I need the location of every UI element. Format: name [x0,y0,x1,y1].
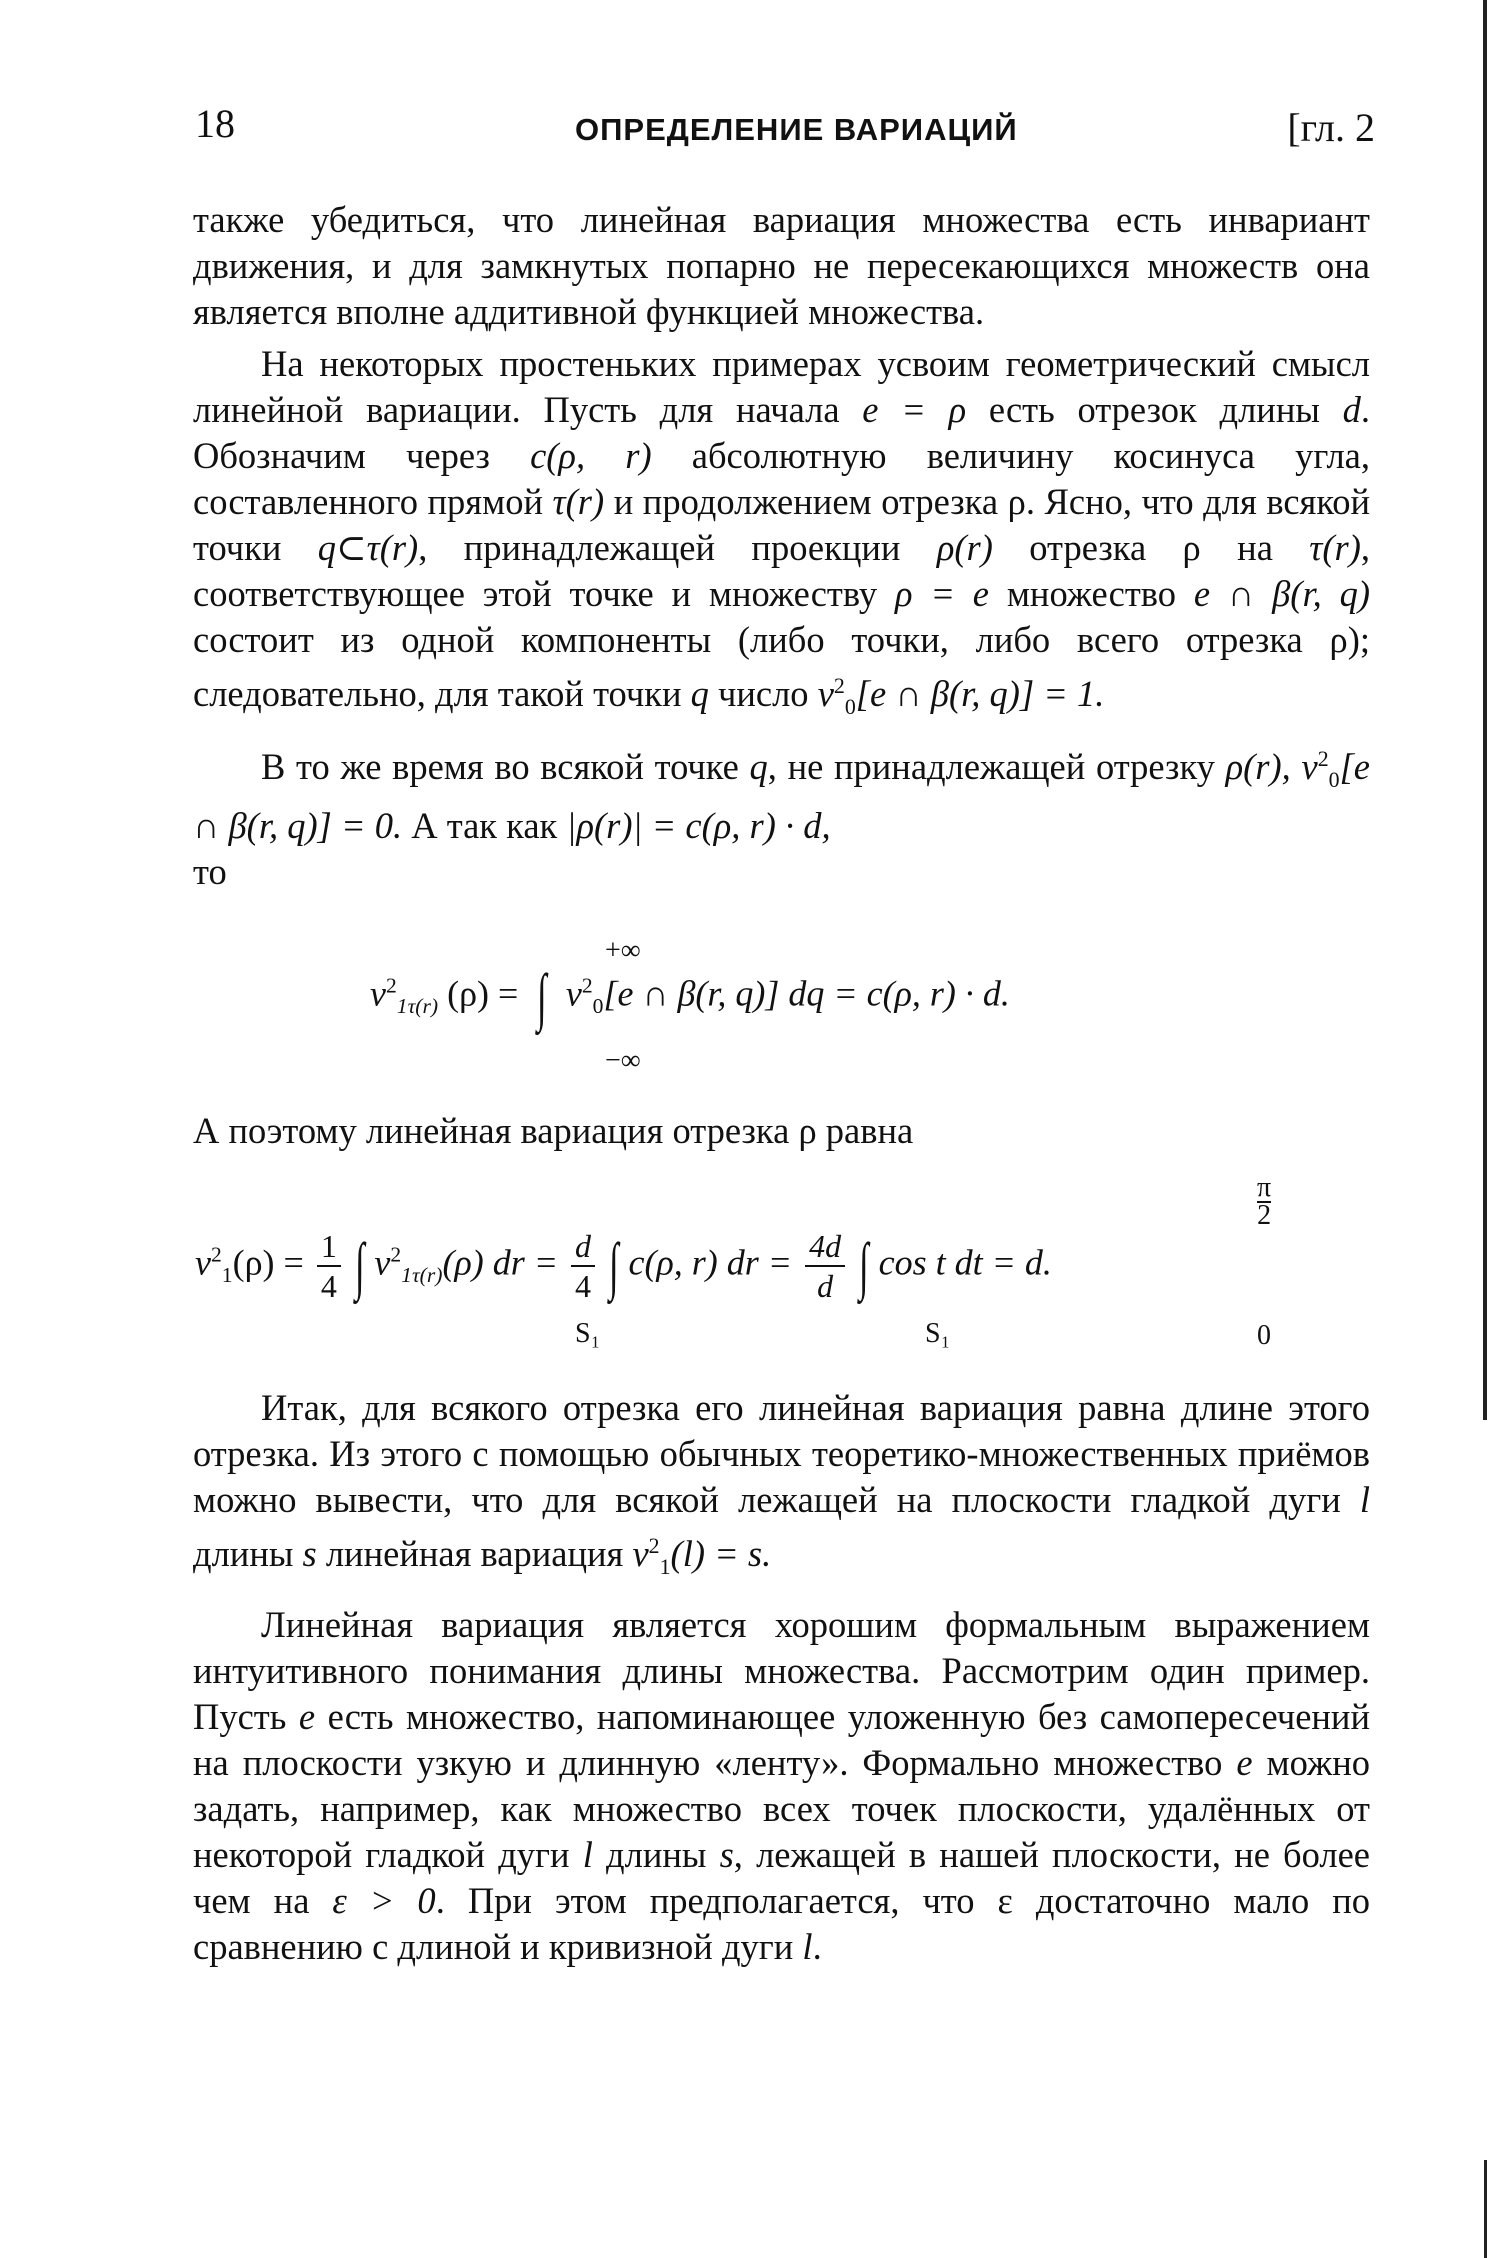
fraction-2: $\frac{d}{4}$ [571,1227,595,1305]
formula-2-int1-lower: S₁ [575,1318,601,1349]
formula-2 [195,1172,1375,1355]
formula-2-int2-lower: S₁ [925,1318,951,1349]
formula-2-int3-lower: 0 [1257,1320,1271,1351]
paragraph-4: А поэтому линейная вариация отрезка ρ равна [193,1110,914,1151]
integral-sign-1: ∫ [354,1230,365,1301]
chapter-label: [гл. 2 [1287,105,1375,150]
paragraph-2: На некоторых простеньких примерах усвоим геометрический смысл линейной вариации. Пусть для начала e = ρ есть отрезок длины d. Обозначим через c(ρ, r) абсолютную величину косинуса угла, составленного прямой τ(r) и продолжением отрезка ρ. Ясно, что для всякой точки q⊂τ(r), принадлежащей проекции ρ(r) отрезка ρ на τ(r), соответствующее этой точке и множеству ρ = e множество e ∩ β(r, q) состоит из одной компоненты (либо точки, либо всего отрезка ρ); следовательно, для такой точки q число $v^2_0[e$ ∩ β(r, q)] = 1. [193,343,1370,719]
text-block-bottom [193,1385,1370,1972]
page-number: 18 [195,101,235,146]
paragraph-6: Линейная вариация является хорошим формальным выражением интуитивного понимания длины множества. Рассмотрим один пример. Пусть e есть множество, напоминающее уложенную без самопересечений на плоскости узкую и длинную «ленту». Формально множество e можно задать, например, как множество всех точек плоскости, удалённых от некоторой гладкой дуги l длины s, лежащей в нашей плоскости, не более чем на ε > 0. При этом предполагается, что ε достаточно мало по сравнению с длиной и кривизной дуги l. [193,1603,1371,1967]
formula-1-body: $v^2_{1\tau(r)}$ (ρ) = ∫ $v^2_0[e$ ∩ β(r, q)] dq = c(ρ, r) · d. [370,961,1010,1032]
formula-1-upper-limit: +∞ [605,935,641,966]
paragraph-1: также убедиться, что линейная вариация множества есть инвариант движения, и для замкнутых попарно не пересекающихся множеств она является вполне аддитивной функцией множества. [193,199,1370,332]
formula-1-lower-limit: −∞ [605,1045,641,1076]
fraction-3: $\frac{4d}{d}$ [805,1227,845,1305]
integral-sign-2: ∫ [608,1230,619,1301]
integral-sign-3: ∫ [859,1230,869,1301]
fraction-1: $\frac{1}{4}$ [317,1227,341,1305]
running-title: ОПРЕДЕЛЕНИЕ ВАРИАЦИЙ [575,112,1018,147]
paragraph-3: В то же время во всякой точке q, не принадлежащей отрезку ρ(r), $v^2_0[e$ ∩ β(r, q)] = 0. А так как |ρ(r)| = c(ρ, r) · d, то [193,745,1370,892]
page-edge-line [1483,0,1487,1420]
text-block-top [193,197,1370,897]
formula-1 [370,935,1270,1075]
integral-sign: ∫ [537,961,547,1032]
page-edge-line-lower [1484,2160,1487,2258]
formula-2-int3-upper: π 2 [1257,1172,1272,1231]
text-block-mid [193,1108,1370,1156]
paragraph-5: Итак, для всякого отрезка его линейная вариация равна длине этого отрезка. Из этого с помощью обычных теоретико-множественных приёмов можно вывести, что для всякой лежащей на плоскости гладкой дуги l длины s линейная вариация $v^2_1(l) = s$. [193,1387,1370,1579]
running-header [195,100,1375,160]
formula-2-body: $v^2_1(\rho)$ = $\frac{1}{4}$ ∫ $v^2_{1\tau(r)}(\rho)$ dr = $\frac{d}{4}$ ∫ c(ρ, r) dr = $\frac{4d}{d}$ ∫ cos t dt = d. [195,1228,1052,1304]
